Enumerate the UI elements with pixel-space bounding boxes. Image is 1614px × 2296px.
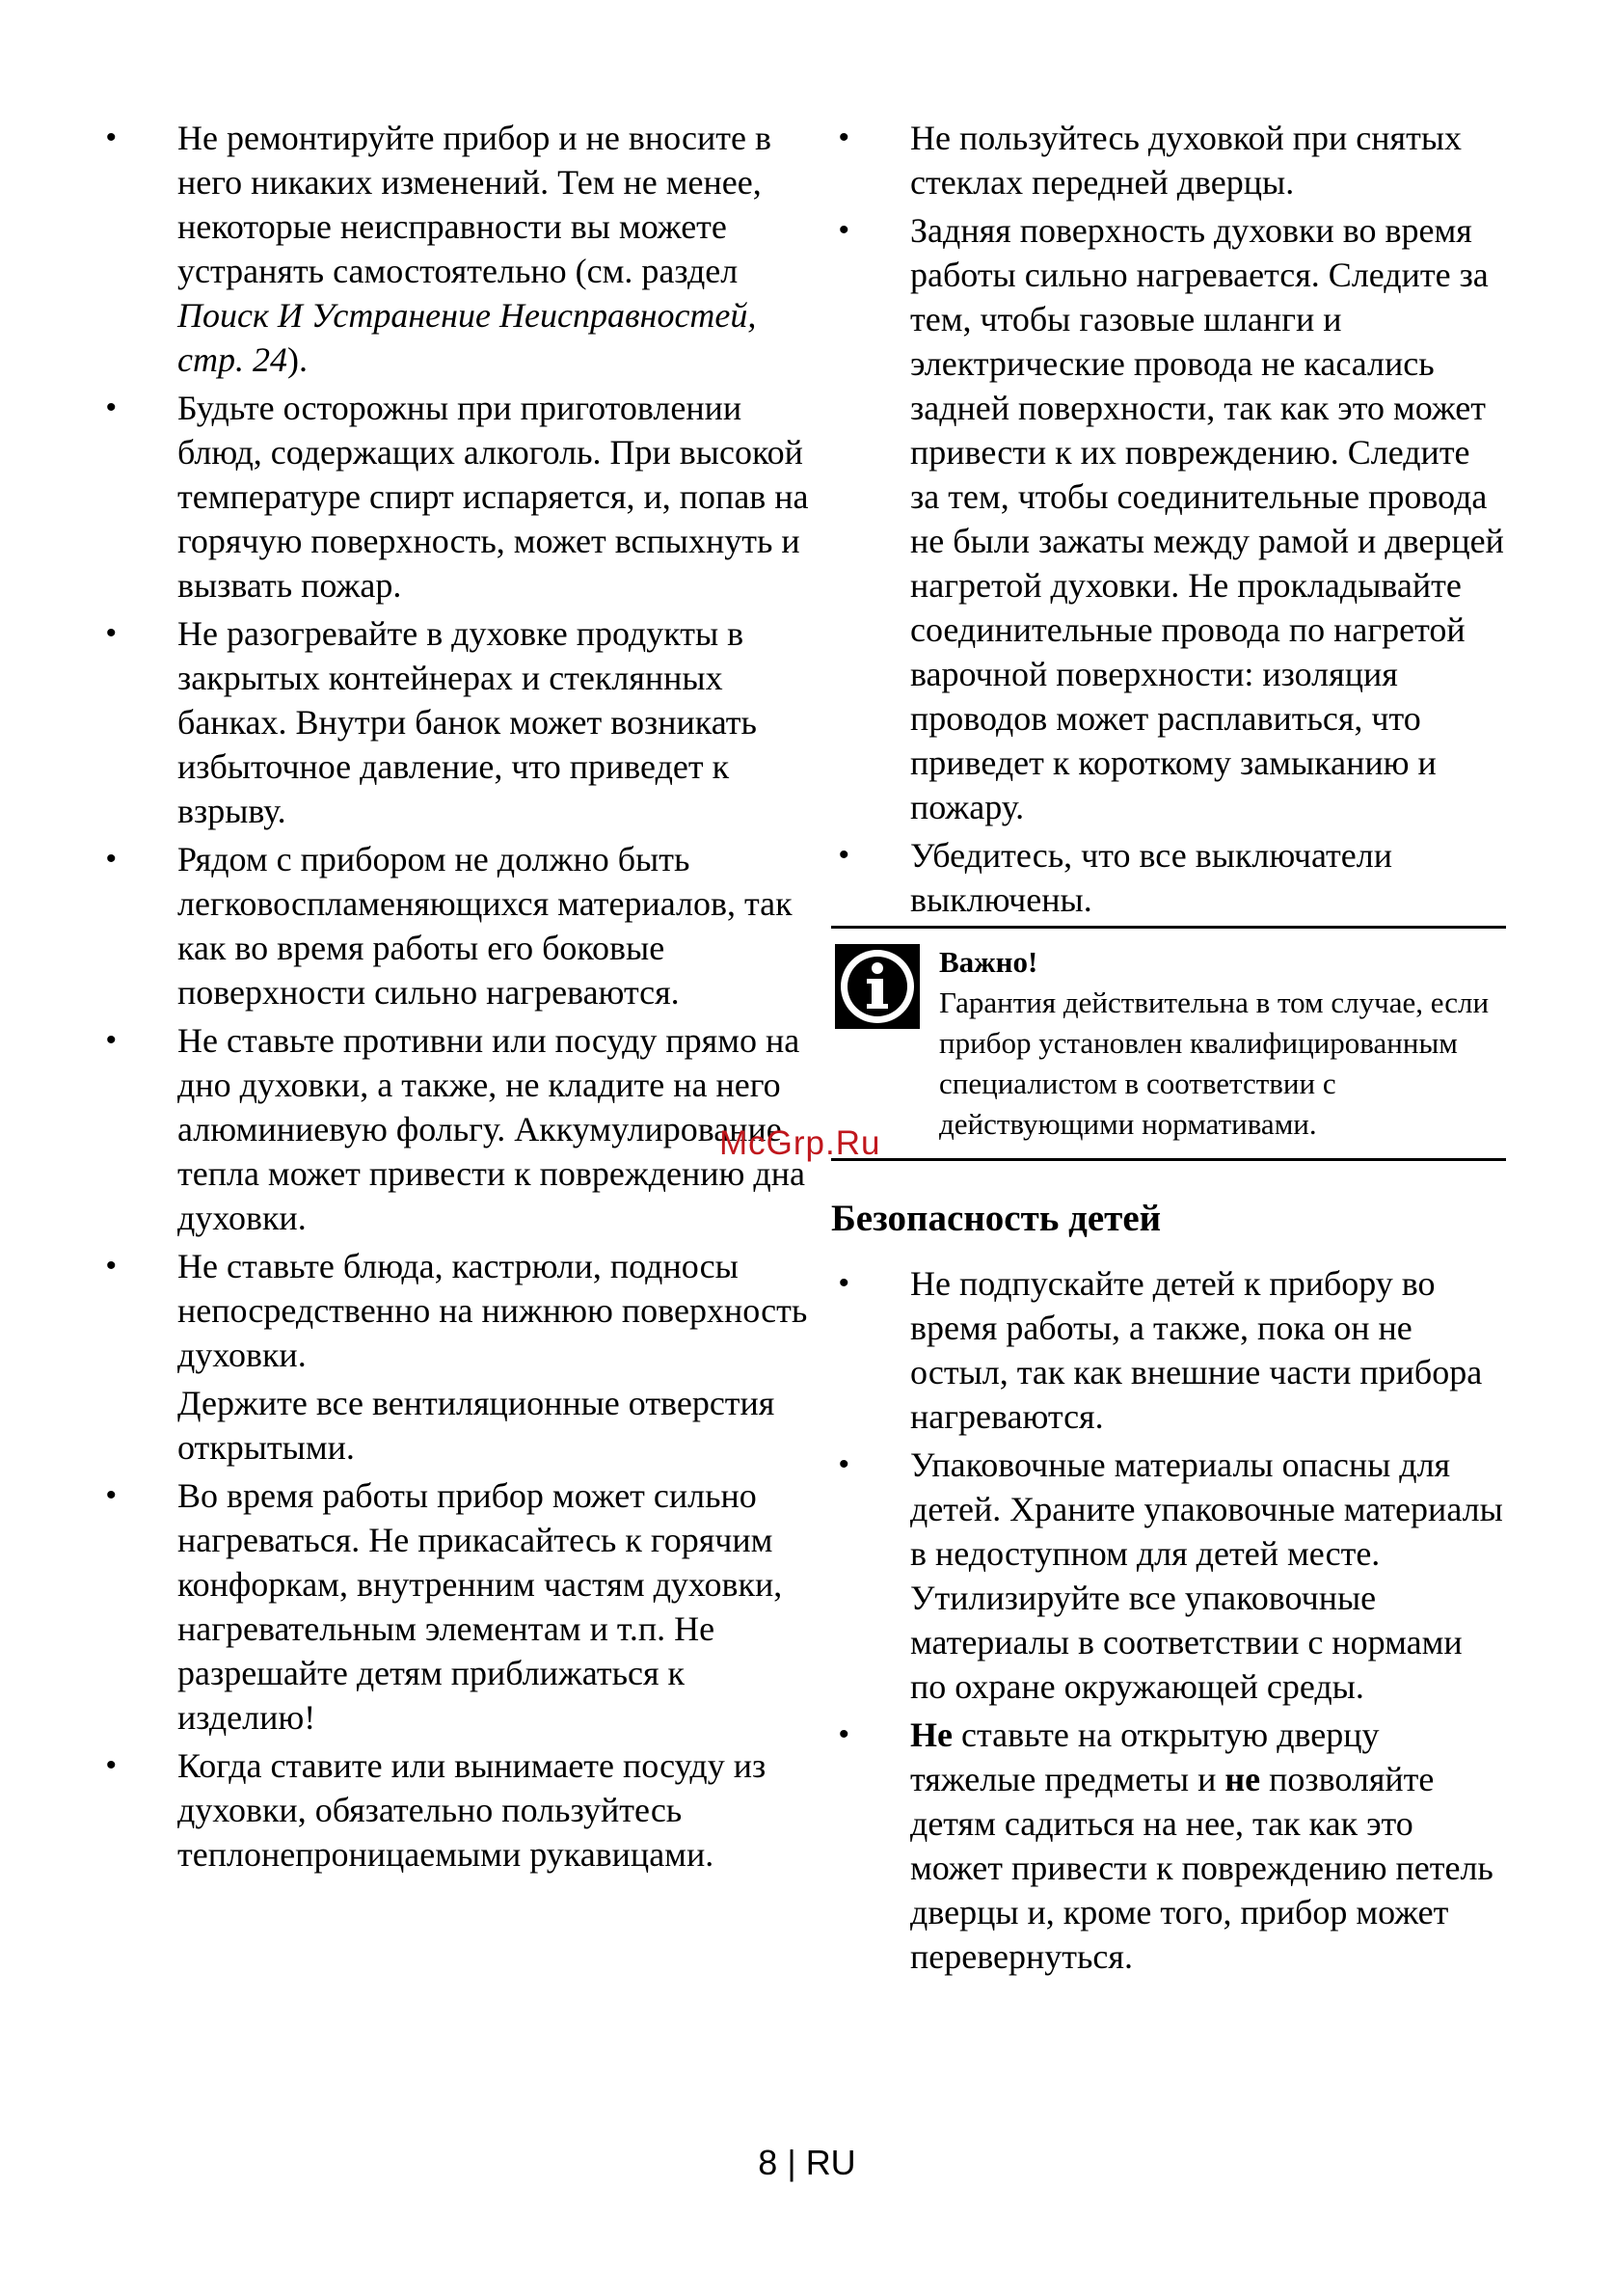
item-text-continuation: Держите все вентиляционные отверстия открытыми. bbox=[177, 1384, 775, 1467]
list-item bbox=[98, 1244, 812, 1470]
list-item bbox=[831, 116, 1506, 204]
emphasis: не bbox=[1224, 1760, 1261, 1798]
item-text: Когда ставите или вынимаете посуду из духовки, обязательно пользуйтесь теплонепроницаемыми рукавицами. bbox=[177, 1746, 767, 1874]
list-item bbox=[98, 1743, 812, 1877]
child-safety-list bbox=[831, 1261, 1506, 1979]
item-text: Задняя поверхность духовки во время работы сильно нагревается. Следите за тем, чтобы газовые шланги и электрические провода не касались задней поверхности, так как это может привести к их повреждению. Следите за тем, чтобы соединительные провода не были зажаты между рамой и дверцей нагретой духовки. Не прокладывайте соединительные провода по нагретой варочной поверхности: изоляция проводов может расплавиться, что приведет к короткому замыканию и пожару. bbox=[910, 211, 1504, 826]
item-text: Упаковочные материалы опасны для детей. Храните упаковочные материалы в недоступном для детей месте. Утилизируйте все упаковочные материалы в соответствии с нормами по охране окружающей среды. bbox=[910, 1445, 1503, 1706]
item-text: позволяйте детям садиться на нее, так как это может привести к повреждению петель дверцы и, кроме того, прибор может перевернуться. bbox=[910, 1760, 1493, 1976]
important-text: Гарантия действительна в том случае, если прибор установлен квалифицированным специалистом в соответствии с действующими нормативами. bbox=[939, 986, 1490, 1141]
item-text: Убедитесь, что все выключатели выключены. bbox=[910, 836, 1392, 919]
left-column bbox=[98, 116, 812, 1880]
list-item bbox=[98, 386, 812, 608]
item-text: • Не ставьте блюда, кастрюли, подносы непосредственно на нижнюю поверхность духовки. bbox=[177, 1247, 808, 1374]
item-text: Не подпускайте детей к прибору во время работы, а также, пока он не остыл, так как внешние части прибора нагреваются. bbox=[910, 1264, 1483, 1436]
item-text: Во время работы прибор может сильно нагреваться. Не прикасайтесь к горячим конфоркам, внутренним частям духовки, нагревательным элементам и т.п. Не разрешайте детям приближаться к изделию! bbox=[177, 1476, 783, 1737]
item-text: ставьте на открытую дверцу тяжелые предметы и bbox=[910, 1715, 1380, 1798]
list-item bbox=[98, 1018, 812, 1240]
important-title: Важно! bbox=[939, 945, 1038, 979]
page-number: 8 bbox=[758, 2143, 778, 2182]
item-text: Не разогревайте в духовке продукты в закрытых контейнерах и стеклянных банках. Внутри банок может возникать избыточное давление, что приведет к взрыву. bbox=[177, 614, 757, 830]
watermark: McGrp.Ru bbox=[719, 1124, 881, 1162]
safety-list-right bbox=[831, 116, 1506, 922]
info-icon bbox=[835, 944, 920, 1029]
list-item bbox=[831, 208, 1506, 829]
item-text: ). bbox=[286, 340, 308, 379]
list-item bbox=[831, 833, 1506, 922]
list-item bbox=[98, 1473, 812, 1740]
list-item bbox=[98, 611, 812, 833]
item-text: Не пользуйтесь духовкой при снятых стеклах передней дверцы. bbox=[910, 119, 1463, 202]
item-text: Будьте осторожны при приготовлении блюд, содержащих алкоголь. При высокой температуре спирт испаряется, и, попав на горячую поверхность, может вспыхнуть и вызвать пожар. bbox=[177, 389, 809, 605]
list-item bbox=[98, 837, 812, 1014]
item-text: Не ставьте противни или посуду прямо на дно духовки, а также, не кладите на него алюминиевую фольгу. Аккумулирование тепла может привести к повреждению дна духовки. bbox=[177, 1021, 805, 1237]
safety-list-left bbox=[98, 116, 812, 1877]
page-footer bbox=[0, 2143, 1614, 2183]
list-item bbox=[831, 1713, 1506, 1979]
list-item bbox=[831, 1443, 1506, 1709]
troubleshooting-reference-link[interactable]: Поиск И Устранение Неисправностей, стр. 24 bbox=[177, 296, 757, 379]
section-title: Безопасность детей bbox=[831, 1198, 1162, 1239]
language-code: RU bbox=[805, 2143, 856, 2182]
emphasis: Не bbox=[910, 1715, 953, 1754]
list-item bbox=[831, 1261, 1506, 1439]
item-text: Рядом с прибором не должно быть легковоспламеняющихся материалов, так как во время работы его боковые поверхности сильно нагреваются. bbox=[177, 840, 793, 1012]
right-column bbox=[831, 116, 1506, 1983]
footer-separator: | bbox=[787, 2143, 796, 2182]
important-notice bbox=[831, 926, 1506, 1161]
list-item bbox=[98, 116, 812, 382]
item-text: Не ремонтируйте прибор и не вносите в него никаких изменений. Тем не менее, некоторые неисправности вы можете устранять самостоятельно (см. раздел bbox=[177, 119, 771, 290]
